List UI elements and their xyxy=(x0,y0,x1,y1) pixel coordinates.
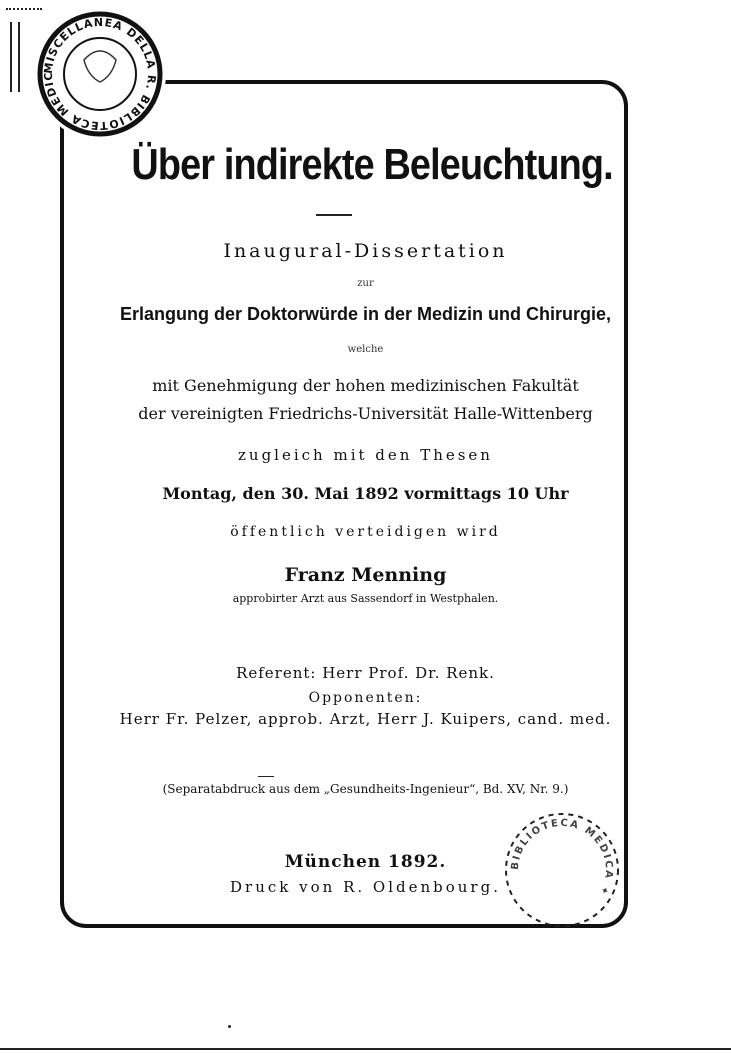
subtitle: Inaugural-Dissertation xyxy=(223,240,508,262)
approval-line-2: der vereinigten Friedrichs-Universität Halle-Wittenberg xyxy=(138,404,593,423)
scan-speck xyxy=(228,1025,231,1028)
author-name: Franz Menning xyxy=(284,564,447,586)
referent: Referent: Herr Prof. Dr. Renk. xyxy=(236,664,495,682)
theses-text: zugleich mit den Thesen xyxy=(238,446,493,464)
scan-artifact-left xyxy=(10,22,20,92)
author-description: approbirter Arzt aus Sassendorf in Westphalen. xyxy=(232,592,499,605)
defend-text: öffentlich verteidigen wird xyxy=(230,524,501,540)
svg-text:MISCELLANEA DELLA R. BIBLIOTEC: MISCELLANEA DELLA R. BIBLIOTECA MEDIC xyxy=(41,15,159,133)
library-stamp-top xyxy=(34,8,166,140)
purpose-text: Erlangung der Doktorwürde in der Medizin und Chirurgie, xyxy=(119,304,612,324)
reprint-note: (Separatabdruck aus dem „Gesundheits-Ingenieur“, Bd. XV, Nr. 9.) xyxy=(162,782,569,796)
printer: Druck von R. Oldenbourg. xyxy=(230,878,501,896)
approval-line-1: mit Genehmigung der hohen medizinischen Fakultät xyxy=(152,376,579,395)
scan-edge-bottom xyxy=(0,1048,731,1050)
zur-text: zur xyxy=(357,278,374,289)
divider-small xyxy=(258,776,274,777)
opponents: Herr Fr. Pelzer, approb. Arzt, Herr J. Kuipers, cand. med. xyxy=(119,710,612,728)
defense-date: Montag, den 30. Mai 1892 vormittags 10 Uhr xyxy=(162,484,569,503)
svg-text:BIBLIOTECA MEDICA ✦: BIBLIOTECA MEDICA ✦ xyxy=(509,817,615,898)
divider xyxy=(316,214,352,216)
welche-text: welche xyxy=(347,344,384,355)
page-title: Über indirekte Beleuchtung. xyxy=(131,140,613,189)
page-border xyxy=(60,80,628,928)
opponents-label: Opponenten: xyxy=(308,690,423,706)
library-stamp-bottom xyxy=(500,808,624,932)
place-year: München 1892. xyxy=(284,852,447,872)
